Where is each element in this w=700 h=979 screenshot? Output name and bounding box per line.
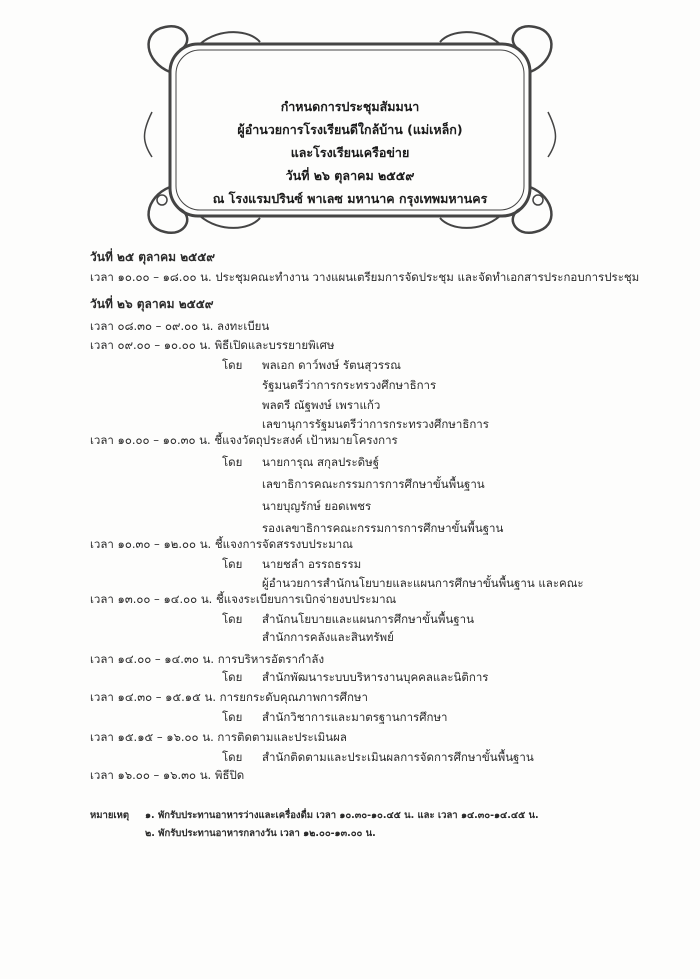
presenter: ผู้อำนวยการสำนักนโยบายและแผนการศึกษาขั้นพื้นฐาน และคณะ bbox=[262, 576, 584, 590]
schedule-item bbox=[90, 591, 396, 609]
presenter: รัฐมนตรีว่าการกระทรวงศึกษาธิการ bbox=[262, 378, 437, 392]
item-activity: ชี้แจงระเบียบการเบิกจ่ายงบประมาณ bbox=[216, 592, 397, 606]
item-time: เวลา ๑๖.๐๐ – ๑๖.๓๐ น. bbox=[90, 768, 212, 782]
presenter: สำนักวิชาการและมาตรฐานการศึกษา bbox=[262, 710, 448, 724]
title-line-3: และโรงเรียนเครือข่าย bbox=[290, 145, 410, 160]
item-activity: พิธีเปิดและบรรยายพิเศษ bbox=[214, 338, 335, 352]
item-activity: ชี้แจงวัตถุประสงค์ เป้าหมายโครงการ bbox=[214, 433, 398, 447]
presenter: พลตรี ณัฐพงษ์ เพราแก้ว bbox=[262, 398, 381, 412]
by-label: โดย bbox=[222, 710, 243, 724]
schedule-item bbox=[90, 729, 347, 747]
schedule-item bbox=[90, 337, 335, 355]
presenter: สำนักติดตามและประเมินผลการจัดการศึกษาขั้นพื้นฐาน bbox=[262, 750, 534, 764]
day1-heading: วันที่ ๒๕ ตุลาคม ๒๕๕๙ bbox=[90, 250, 216, 264]
title-line-1: กำหนดการประชุมสัมมนา bbox=[280, 99, 420, 114]
schedule-item bbox=[90, 318, 269, 336]
item-activity: ลงทะเบียน bbox=[217, 319, 270, 333]
item-time: เวลา ๑๐.๐๐ – ๑๐.๓๐ น. bbox=[90, 433, 211, 447]
presenter: พลเอก ดาว์พงษ์ รัตนสุวรรณ bbox=[262, 358, 401, 372]
title-line-4: วันที่ ๒๖ ตุลาคม ๒๕๕๙ bbox=[285, 168, 415, 183]
by-label: โดย bbox=[222, 612, 243, 626]
by-label: โดย bbox=[222, 670, 243, 684]
item-time: เวลา ๑๐.๓๐ – ๑๒.๐๐ น. bbox=[90, 537, 212, 551]
item-time: เวลา ๑๐.๐๐ – ๑๘.๐๐ น. bbox=[90, 270, 212, 284]
schedule-item bbox=[90, 767, 244, 785]
item-activity: การติดตามและประเมินผล bbox=[217, 730, 347, 744]
by-label: โดย bbox=[222, 358, 243, 372]
note-item: ๒. พักรับประทานอาหารกลางวัน เวลา ๑๒.๐๐-๑๓.๐๐ น. bbox=[145, 828, 376, 839]
by-label: โดย bbox=[222, 750, 243, 764]
schedule-item bbox=[90, 432, 398, 450]
by-label: โดย bbox=[222, 455, 243, 469]
presenter: เลขาธิการคณะกรรมการการศึกษาขั้นพื้นฐาน bbox=[262, 477, 485, 491]
schedule-item bbox=[90, 689, 368, 707]
item-time: เวลา ๐๘.๓๐ – ๐๙.๐๐ น. bbox=[90, 319, 214, 333]
item-time: เวลา ๑๔.๐๐ – ๑๔.๓๐ น. bbox=[90, 652, 215, 666]
item-time: เวลา ๑๔.๓๐ – ๑๕.๑๕ น. bbox=[90, 690, 216, 704]
schedule-item bbox=[90, 536, 353, 554]
presenter: นายชลำ อรรถธรรม bbox=[262, 557, 362, 571]
title-line-5: ณ โรงแรมปรินซ์ พาเลซ มหานาค กรุงเทพมหานคร bbox=[212, 191, 488, 206]
presenter: นายบุญรักษ์ ยอดเพชร bbox=[262, 499, 372, 513]
presenter: นายการุณ สกุลประดิษฐ์ bbox=[262, 455, 380, 469]
item-activity: การบริหารอัตรากำลัง bbox=[217, 652, 325, 666]
item-time: เวลา ๑๕.๑๕ – ๑๖.๐๐ น. bbox=[90, 730, 214, 744]
day2-heading: วันที่ ๒๖ ตุลาคม ๒๕๕๙ bbox=[90, 297, 214, 311]
presenter: สำนักการคลังและสินทรัพย์ bbox=[262, 630, 394, 644]
item-time: เวลา ๑๓.๐๐ – ๑๔.๐๐ น. bbox=[90, 592, 213, 606]
presenter: สำนักนโยบายและแผนการศึกษาขั้นพื้นฐาน bbox=[262, 612, 474, 626]
presenter: สำนักพัฒนาระบบบริหารงานบุคคลและนิติการ bbox=[262, 670, 489, 684]
title-line-2: ผู้อำนวยการโรงเรียนดีใกล้บ้าน (แม่เหล็ก) bbox=[237, 122, 463, 137]
schedule-item bbox=[90, 269, 639, 287]
item-activity: พิธีปิด bbox=[214, 768, 245, 782]
by-label: โดย bbox=[222, 557, 243, 571]
presenter: เลขานุการรัฐมนตรีว่าการกระทรวงศึกษาธิการ bbox=[262, 417, 489, 431]
schedule-item bbox=[90, 651, 324, 669]
item-activity: ชี้แจงการจัดสรรงบประมาณ bbox=[214, 537, 353, 551]
note-item: ๑. พักรับประทานอาหารว่างและเครื่องดื่ม เวลา ๑๐.๓๐-๑๐.๔๕ น. และ เวลา ๑๔.๓๐-๑๔.๔๕ น. bbox=[145, 810, 539, 821]
notes-label: หมายเหตุ bbox=[90, 810, 130, 821]
presenter: รองเลขาธิการคณะกรรมการการศึกษาขั้นพื้นฐาน bbox=[262, 521, 504, 535]
item-activity: ประชุมคณะทำงาน วางแผนเตรียมการจัดประชุม และจัดทำเอกสารประกอบการประชุม bbox=[215, 270, 640, 284]
item-time: เวลา ๐๙.๐๐ – ๑๐.๐๐ น. bbox=[90, 338, 211, 352]
item-activity: การยกระดับคุณภาพการศึกษา bbox=[219, 690, 368, 704]
